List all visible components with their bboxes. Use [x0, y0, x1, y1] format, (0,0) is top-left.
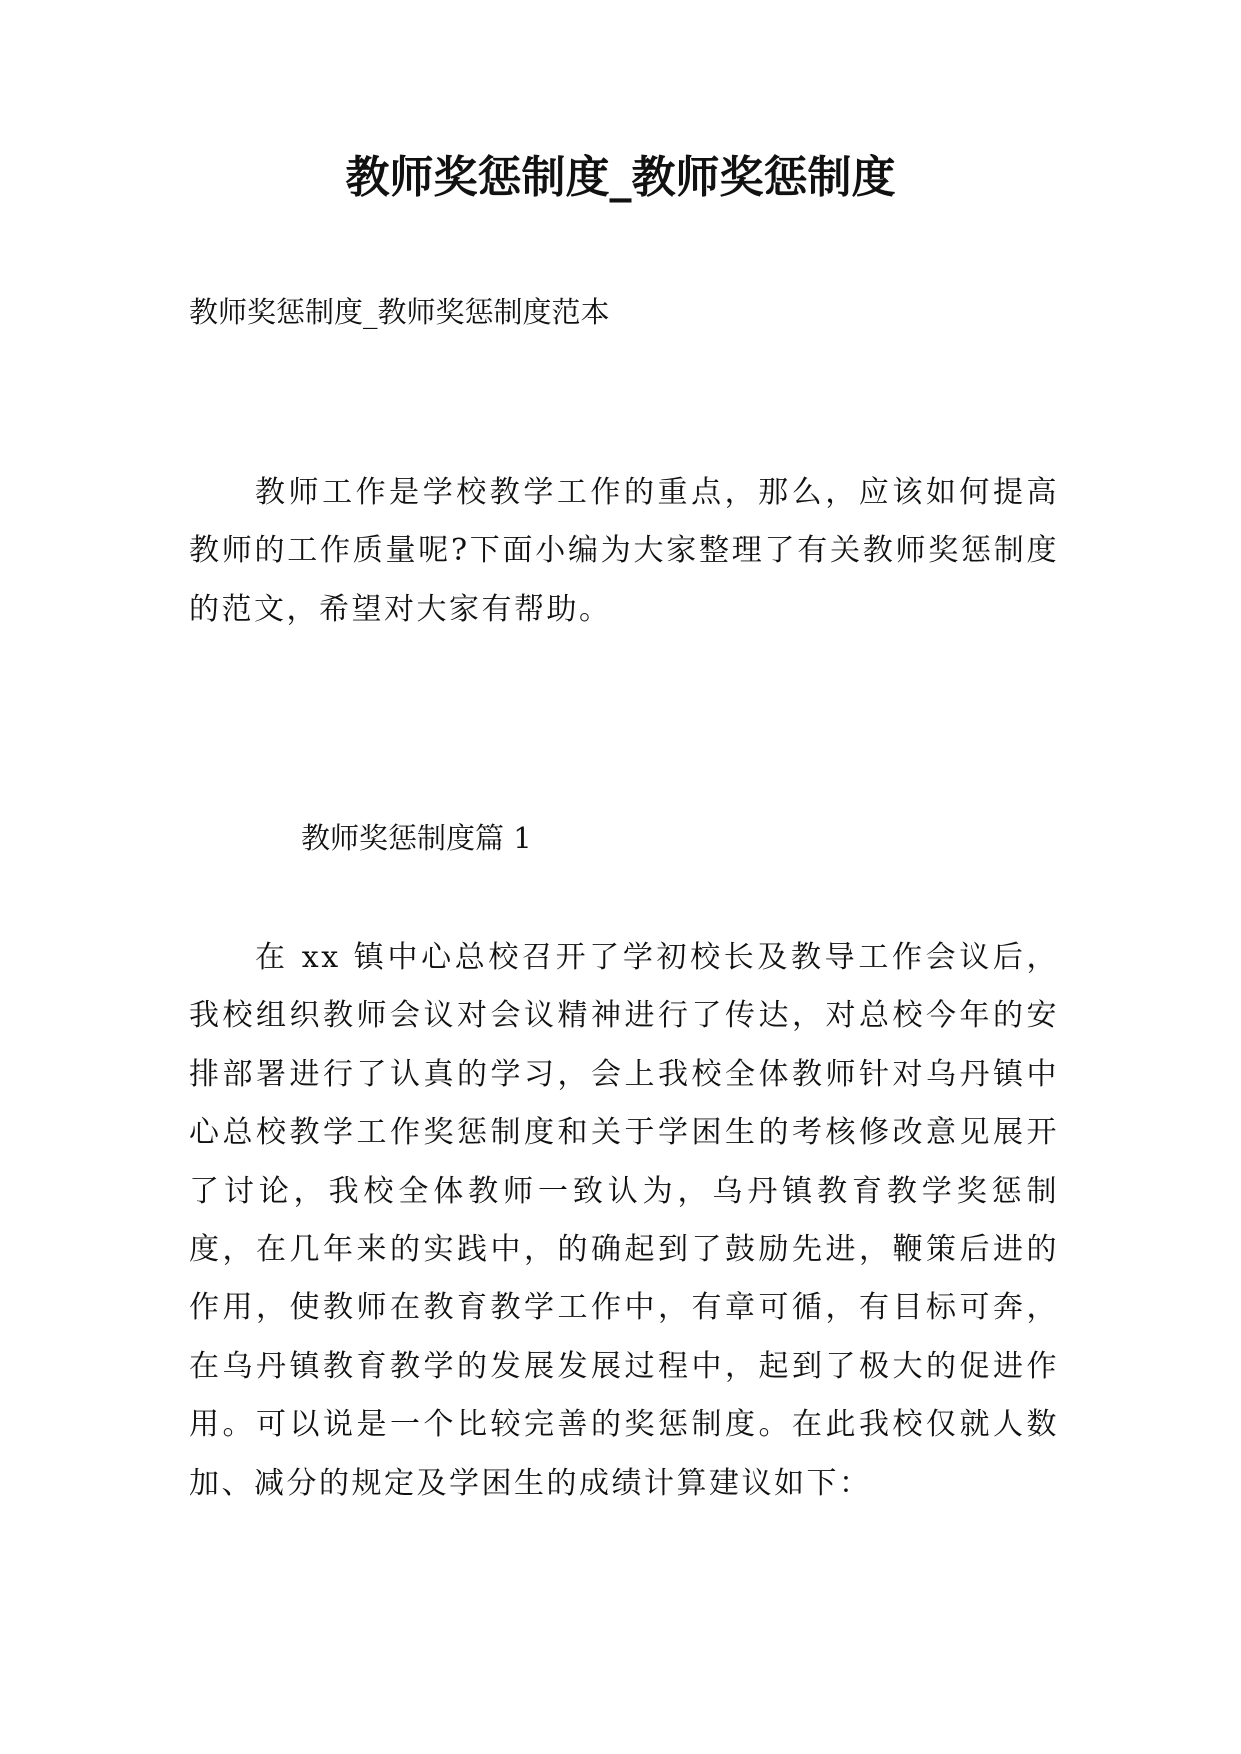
section-heading: 教师奖惩制度篇 1	[301, 821, 532, 855]
section-body-paragraph: 在 xx 镇中心总校召开了学初校长及教导工作会议后，我校组织教师会议对会议精神进行了传达，对总校今年的安排部署进行了认真的学习，会上我校全体教师针对乌丹镇中心总校教学工作奖惩制度和关于学困生的考核修改意见展开了讨论，我校全体教师一致认为，乌丹镇教育教学奖惩制度，在几年来的实践中，的确起到了鼓励先进，鞭策后进的作用，使教师在教育教学工作中，有章可循，有目标可奔，在乌丹镇教育教学的发展发展过程中，起到了极大的促进作用。可以说是一个比较完善的奖惩制度。在此我校仅就人数加、减分的规定及学困生的成绩计算建议如下：	[189, 940, 1059, 1501]
document-title: 教师奖惩制度_教师奖惩制度	[345, 152, 896, 203]
document-subtitle: 教师奖惩制度_教师奖惩制度范本	[189, 295, 610, 329]
intro-paragraph: 教师工作是学校教学工作的重点，那么，应该如何提高教师的工作质量呢?下面小编为大家整理了有关教师奖惩制度的范文，希望对大家有帮助。	[189, 475, 1059, 627]
